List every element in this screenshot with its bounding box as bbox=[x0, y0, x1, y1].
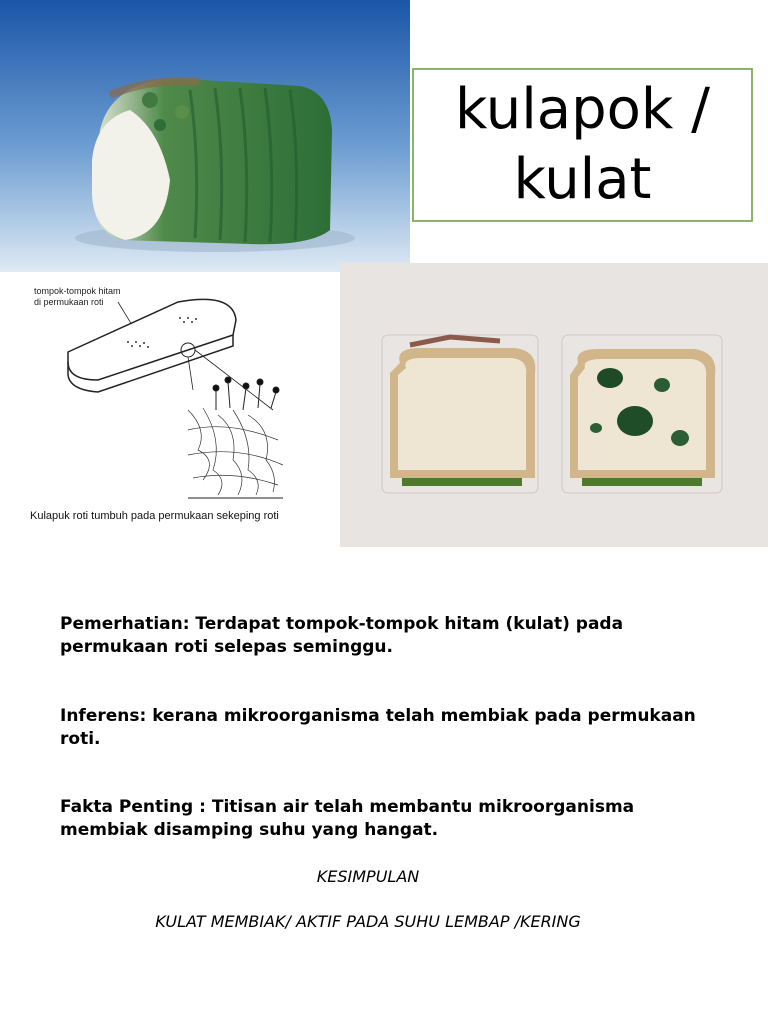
conclusion-heading: KESIMPULAN bbox=[316, 867, 420, 886]
diagram-caption: Kulapuk roti tumbuh pada permukaan sekeping roti bbox=[30, 510, 279, 522]
title-text: kulapok / kulat bbox=[455, 77, 710, 212]
diagram-label-line1: tompok-tompok hitam bbox=[34, 286, 121, 296]
fresh-sandwich bbox=[382, 335, 538, 493]
moldy-sandwich bbox=[562, 335, 722, 493]
moldy-loaf-photo bbox=[0, 0, 410, 272]
inference-text: Inferens: kerana mikroorganisma telah membiak pada permukaan roti. bbox=[60, 706, 696, 749]
sandwich-bags-photo bbox=[340, 263, 768, 547]
important-fact-text: Fakta Penting : Titisan air telah membantu mikroorganisma membiak disamping suhu yang hangat. bbox=[60, 797, 635, 840]
title-box bbox=[412, 68, 753, 222]
conclusion-text: KULAT MEMBIAK/ AKTIF PADA SUHU LEMBAP /KERING bbox=[155, 912, 581, 931]
diagram-label-line2: di permukaan roti bbox=[34, 297, 104, 307]
observation-text: Pemerhatian: Terdapat tompok-tompok hitam (kulat) pada permukaan roti selepas seminggu. bbox=[60, 614, 624, 657]
bread-mold-diagram bbox=[28, 280, 338, 530]
